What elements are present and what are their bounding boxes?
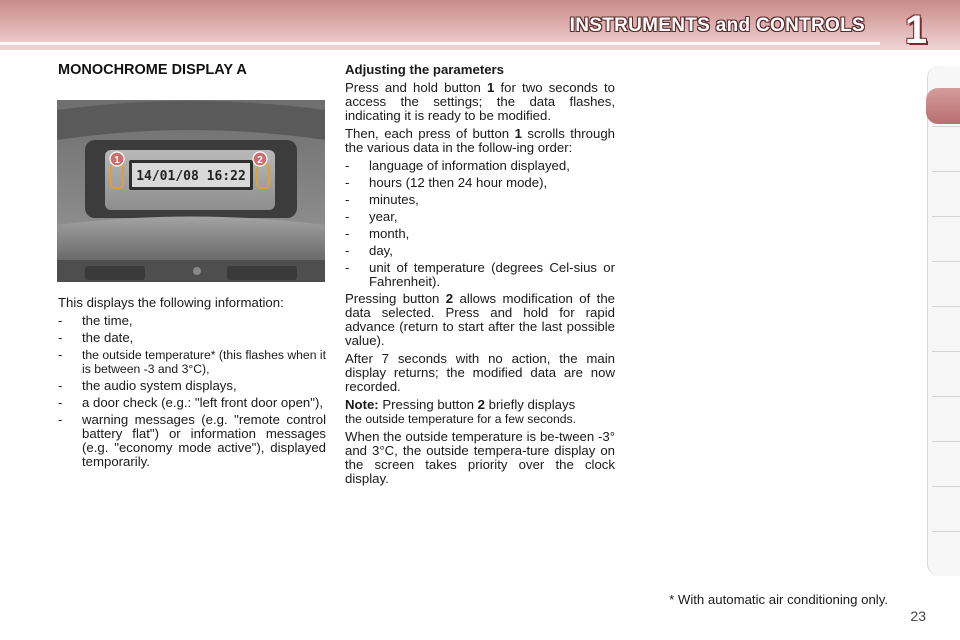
section-title: INSTRUMENTS and CONTROLS bbox=[569, 15, 865, 36]
adjusting-heading: Adjusting the parameters bbox=[345, 62, 505, 77]
button-1-label: 1 bbox=[114, 155, 120, 166]
list-item: - the audio system displays, bbox=[58, 378, 237, 393]
intro-text: This displays the following information: bbox=[58, 295, 284, 310]
tab-divider bbox=[932, 531, 960, 532]
dashboard-illustration bbox=[57, 100, 325, 282]
paragraph: Press and hold button 1 for two seconds to access the settings; the data flashes, indicating it is ready to be modified. bbox=[345, 80, 615, 123]
note-paragraph: Note: Pressing button 2 briefly displays the outside temperature for a few seconds. bbox=[345, 397, 577, 426]
tab-divider bbox=[932, 441, 960, 442]
paragraph: Pressing button 2 allows modification of the data selected. Press and hold for rapid advance (return to start after the last possible value). bbox=[345, 291, 615, 348]
tab-divider bbox=[932, 126, 960, 127]
list-item: - the date, bbox=[58, 330, 134, 345]
tab-divider bbox=[932, 486, 960, 487]
page-number: 23 bbox=[910, 608, 926, 624]
button-2-label: 2 bbox=[257, 155, 263, 166]
chapter-tab-active bbox=[926, 88, 960, 124]
chapter-tab-strip bbox=[927, 66, 960, 576]
footnote: * With automatic air conditioning only. bbox=[669, 592, 888, 607]
list-item: - unit of temperature (degrees Cel-sius or Fahrenheit). bbox=[345, 260, 615, 289]
page-header bbox=[0, 0, 960, 50]
chapter-number: 1 bbox=[904, 8, 928, 52]
right-column bbox=[345, 63, 615, 490]
list-item: - warning messages (e.g. "remote control battery flat") or information messages (e.g. "economy mode active"), displayed temporarily. bbox=[58, 412, 326, 469]
list-item: - language of information displayed, bbox=[345, 158, 570, 173]
tab-divider bbox=[932, 261, 960, 262]
list-item: - day, bbox=[345, 243, 393, 258]
list-item: - a door check (e.g.: "left front door open"), bbox=[58, 395, 324, 410]
paragraph: After 7 seconds with no action, the main display returns; the modified data are now recorded. bbox=[345, 351, 615, 394]
list-item: - month, bbox=[345, 226, 410, 241]
dashboard-display-photo bbox=[57, 100, 325, 282]
list-item: - hours (12 then 24 hour mode), bbox=[345, 175, 548, 190]
tab-divider bbox=[932, 306, 960, 307]
left-column bbox=[58, 296, 326, 472]
paragraph: When the outside temperature is be-tween -3° and 3°C, the outside tempera-ture display on the screen takes priority over the clock display. bbox=[345, 429, 615, 486]
paragraph: Then, each press of button 1 scrolls through the various data in the follow-ing order: bbox=[345, 126, 615, 155]
tab-divider bbox=[932, 396, 960, 397]
tab-divider bbox=[932, 351, 960, 352]
display-heading: MONOCHROME DISPLAY A bbox=[58, 62, 247, 78]
header-divider bbox=[0, 42, 880, 45]
display-readout: 14/01/08 16:22 bbox=[136, 169, 246, 184]
tab-divider bbox=[932, 216, 960, 217]
tab-divider bbox=[932, 171, 960, 172]
list-item: - minutes, bbox=[345, 192, 419, 207]
list-item: - year, bbox=[345, 209, 398, 224]
list-item: - the outside temperature* (this flashes when it is between -3 and 3°C), bbox=[58, 347, 326, 376]
list-item: - the time, bbox=[58, 313, 133, 328]
